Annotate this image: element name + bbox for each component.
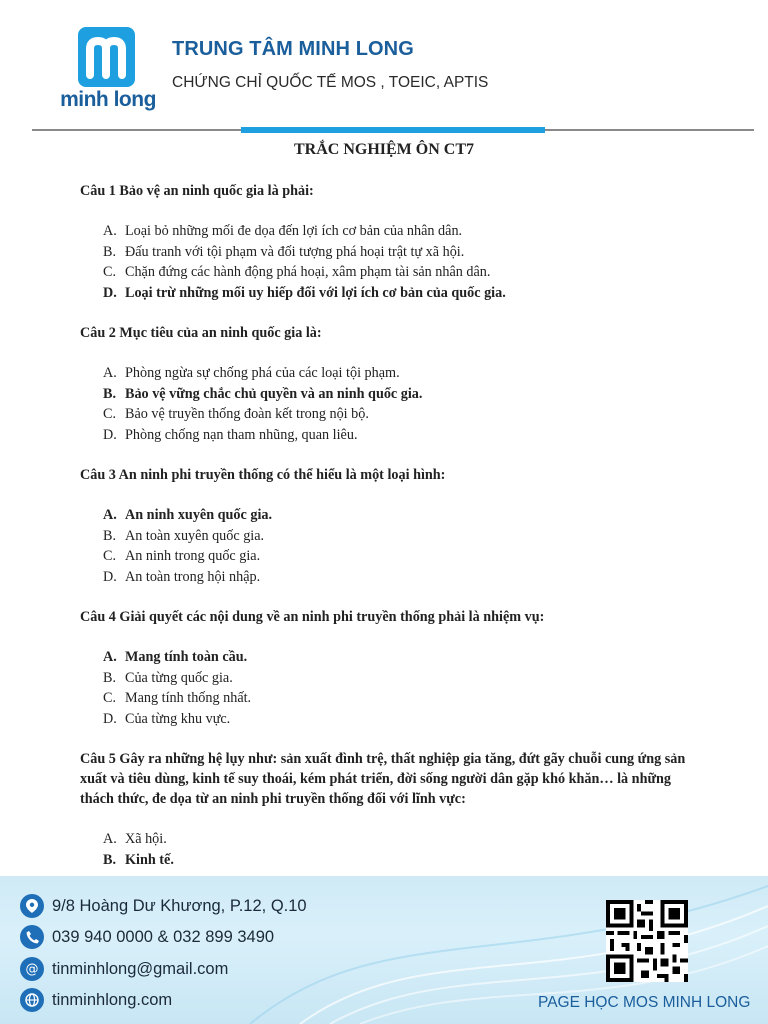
option-d: D. Của từng khu vực. [103, 710, 231, 727]
option-b: B. An toàn xuyên quốc gia. [103, 527, 265, 544]
logo-text: minh long [60, 88, 156, 111]
footer-website-row [20, 988, 172, 1012]
question-2 [80, 323, 700, 445]
option-b: B. Của từng quốc gia. [103, 669, 233, 686]
footer-email-row [20, 957, 228, 981]
option-c: C. Chặn đứng các hành động phá hoại, xâm phạm tài sản nhân dân. [103, 264, 491, 280]
option-d-correct: D. Loại trừ những mối uy hiếp đối với lợi ích cơ bản của quốc gia. [103, 284, 506, 301]
logo-mark [78, 27, 135, 87]
option-a: A. Loại bỏ những mối đe dọa đến lợi ích cơ bản của nhân dân. [103, 223, 463, 239]
document-title: TRẮC NGHIỆM ÔN CT7 [293, 141, 474, 158]
option-a: A. Phòng ngừa sự chống phá của các loại tội phạm. [103, 365, 400, 381]
option-b-correct: B. Kinh tế. [103, 851, 174, 868]
footer-address: 9/8 Hoàng Dư Khương, P.12, Q.10 [52, 896, 307, 915]
option-c: C. Mang tính thống nhất. [103, 690, 252, 706]
question-1 [80, 181, 700, 303]
option-a: A. Xã hội. [103, 831, 167, 847]
footer-address-row [20, 894, 307, 918]
footer-email[interactable]: tinminhlong@gmail.com [52, 959, 229, 978]
option-a-correct: A. Mang tính toàn cầu. [103, 649, 248, 665]
phone-icon [20, 925, 44, 949]
footer-phone: 039 940 0000 & 032 899 3490 [52, 927, 275, 946]
location-icon [20, 894, 44, 918]
qr-code[interactable] [606, 900, 688, 982]
logo-m-icon [78, 27, 135, 87]
footer-website[interactable]: tinminhlong.com [52, 990, 173, 1009]
option-d: D. An toàn trong hội nhập. [103, 568, 261, 585]
question-4 [80, 607, 700, 729]
question-5 [80, 749, 700, 870]
option-c: C. An ninh trong quốc gia. [103, 548, 261, 564]
option-c: C. Bảo vệ truyền thống đoàn kết trong nội bộ. [103, 406, 369, 422]
globe-icon [20, 988, 44, 1012]
question-stem: Câu 1 Bảo vệ an ninh quốc gia là phải: [80, 183, 314, 199]
question-stem: Câu 2 Mục tiêu của an ninh quốc gia là: [80, 325, 322, 341]
option-b-correct: B. Bảo vệ vững chắc chủ quyền và an ninh quốc gia. [103, 385, 423, 402]
page-label: PAGE HỌC MOS MINH LONG [538, 994, 751, 1011]
option-a-correct: A. An ninh xuyên quốc gia. [103, 507, 273, 523]
footer-phone-row [20, 925, 274, 949]
header-accent-bar [241, 127, 545, 133]
footer-banner [0, 876, 768, 1024]
question-list [80, 181, 700, 890]
question-3 [80, 465, 700, 587]
question-stem: Câu 4 Giải quyết các nội dung về an ninh phi truyền thống phải là nhiệm vụ: [80, 609, 545, 625]
org-name: TRUNG TÂM MINH LONG [172, 38, 414, 60]
org-subtitle: CHỨNG CHỈ QUỐC TẾ MOS , TOEIC, APTIS [172, 74, 489, 91]
option-b: B. Đấu tranh với tội phạm và đối tượng phá hoại trật tự xã hội. [103, 243, 465, 260]
option-d: D. Phòng chống nạn tham nhũng, quan liêu. [103, 426, 358, 443]
question-stem: Câu 3 An ninh phi truyền thống có thể hiểu là một loại hình: [80, 467, 446, 483]
question-stem: Câu 5 Gây ra những hệ lụy như: sản xuất đình trệ, thất nghiệp gia tăng, đứt gãy chuỗi cung ứng sản xuất và tiêu dùng, kinh tế suy thoái, kém phát triển, đời sống người dân gặp khó khăn… là những thách thức, đe dọa từ an ninh phi truyền thống đối với lĩnh vực: [80, 751, 686, 807]
email-icon: @ [20, 957, 44, 981]
